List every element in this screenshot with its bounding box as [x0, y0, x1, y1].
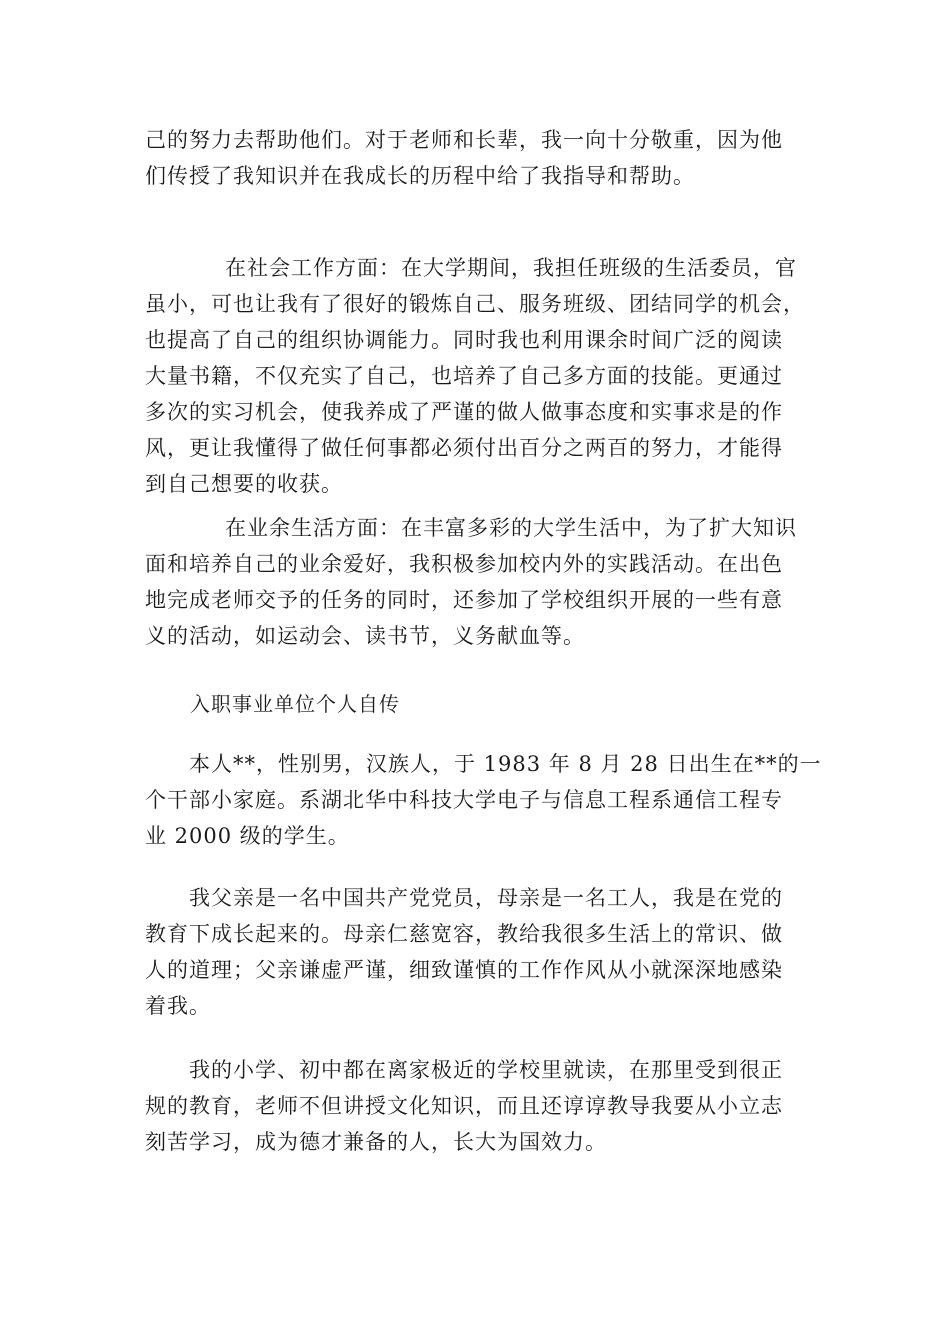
paragraph-personal-info: [145, 746, 822, 854]
text-line: 人的道理；父亲谦虚严谨，细致谨慎的工作作风从小就深深地感染: [145, 958, 783, 982]
text-line: 己的努力去帮助他们。对于老师和长辈，我一向十分敬重，因为他: [145, 128, 783, 152]
text-line: 在业余生活方面：在丰富多彩的大学生活中，为了扩大知识: [225, 516, 797, 540]
text-line: 虽小，可也让我有了很好的锻炼自己、服务班级、团结同学的机会，: [145, 292, 805, 316]
text-line: 我父亲是一名中国共产党党员，母亲是一名工人，我是在党的: [189, 886, 783, 910]
section-heading: 入职事业单位个人自传: [190, 692, 400, 716]
text-line: 们传授了我知识并在我成长的历程中给了我指导和帮助。: [145, 164, 695, 188]
paragraph-spare-time: [145, 510, 805, 654]
text-line: 我的小学、初中都在离家极近的学校里就读，在那里受到很正: [189, 1058, 783, 1082]
text-line: 义的活动，如运动会、读书节，义务献血等。: [145, 624, 585, 648]
text-line: 也提高了自己的组织协调能力。同时我也利用课余时间广泛的阅读: [145, 328, 783, 352]
text-line: 教育下成长起来的。母亲仁慈宽容，教给我很多生活上的常识、做: [145, 922, 783, 946]
text-line: 规的教育，老师不但讲授文化知识，而且还谆谆教导我要从小立志: [145, 1094, 783, 1118]
text-line: 业 2000 级的学生。: [145, 824, 350, 848]
text-line: 在社会工作方面：在大学期间，我担任班级的生活委员，官: [225, 256, 797, 280]
paragraph-school: [145, 1052, 805, 1160]
paragraph-social-work: [145, 250, 805, 502]
text-line: 大量书籍，不仅充实了自己，也培养了自己多方面的技能。更通过: [145, 364, 783, 388]
text-line: 刻苦学习，成为德才兼备的人，长大为国效力。: [145, 1130, 607, 1154]
text-line: 着我。: [145, 994, 211, 1018]
text-line: 地完成老师交予的任务的同时，还参加了学校组织开展的一些有意: [145, 588, 783, 612]
paragraph-family-respect: [145, 122, 805, 194]
paragraph-parents: [145, 880, 805, 1024]
text-line: 面和培养自己的业余爱好，我积极参加校内外的实践活动。在出色: [145, 552, 783, 576]
text-line: 本人**，性别男，汉族人，于 1983 年 8 月 28 日出生在**的一: [189, 752, 822, 776]
text-line: 到自己想要的收获。: [145, 472, 343, 496]
text-line: 风，更让我懂得了做任何事都必须付出百分之两百的努力，才能得: [145, 436, 783, 460]
text-line: 多次的实习机会，使我养成了严谨的做人做事态度和实事求是的作: [145, 400, 783, 424]
text-line: 个干部小家庭。系湖北华中科技大学电子与信息工程系通信工程专: [145, 788, 783, 812]
